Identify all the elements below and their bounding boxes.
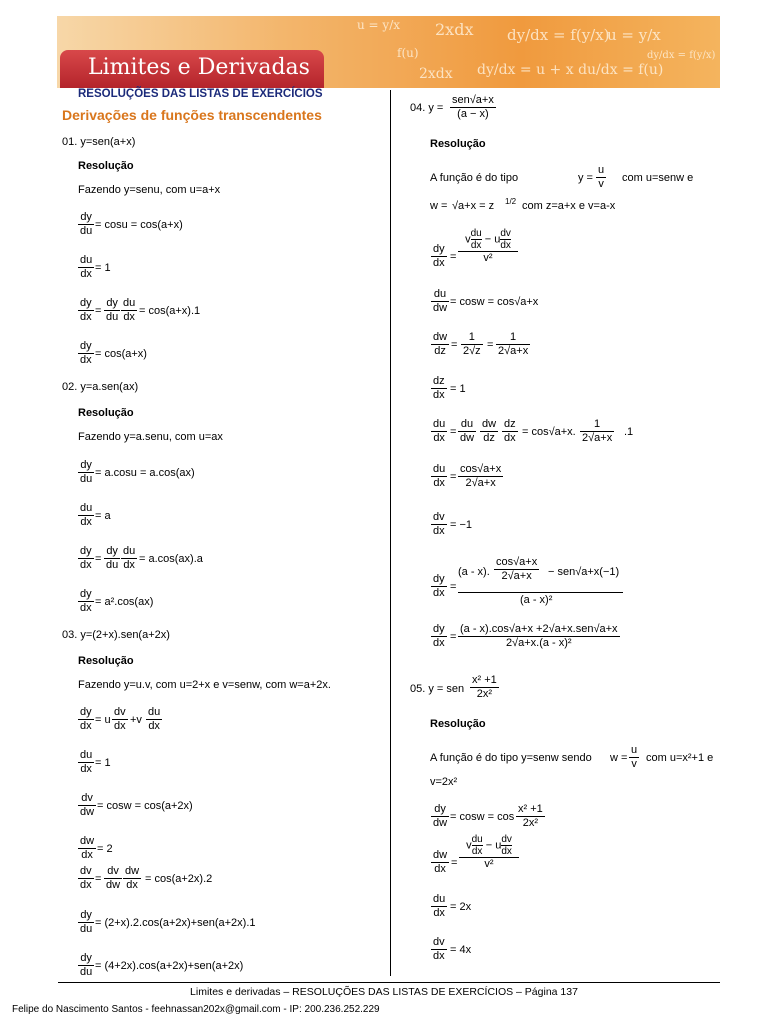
fraction: du dx — [433, 463, 446, 489]
equals-sign: = — [450, 251, 457, 263]
equation: = 4x — [450, 944, 472, 956]
equation: = 2x — [450, 901, 472, 913]
fraction: dw dz — [482, 418, 497, 444]
fraction: dw dx — [80, 835, 95, 861]
fraction: dy du — [80, 909, 93, 935]
fraction: 1 2√z — [463, 331, 481, 357]
fraction: dy du — [80, 459, 93, 485]
equals-sign: = — [450, 631, 457, 643]
fraction: dz dx — [433, 375, 445, 401]
fraction: dy dx — [433, 623, 445, 649]
fraction: u v — [631, 744, 638, 770]
equals-sign: = — [95, 873, 102, 885]
math-text: y = — [578, 172, 593, 184]
resolution-label: Resolução — [430, 718, 486, 730]
problem-text: A função é do tipo — [430, 172, 519, 184]
page-title: Limites e Derivadas — [88, 55, 310, 80]
equation: = — [450, 471, 457, 483]
equation: = cos(a+2x).2 — [145, 873, 213, 885]
fraction: du dx — [123, 297, 136, 323]
fraction: dy dx — [80, 545, 92, 571]
fraction: dv dw — [80, 792, 95, 818]
banner-formula: f(u) — [397, 46, 419, 60]
problem-03-title: 03. y=(2+x).sen(a+2x) — [62, 629, 170, 641]
exponent: 1/2 — [505, 197, 517, 206]
resolution-label: Resolução — [78, 160, 134, 172]
fraction-numerator — [458, 556, 623, 593]
math-text: √a+x = z — [452, 200, 495, 212]
fraction: dz dx — [504, 418, 516, 444]
fraction: x² +1 2x² — [472, 674, 497, 700]
problem-text: com z=a+x e v=a-x — [522, 200, 616, 212]
fraction: u v — [598, 164, 605, 190]
equals-sign: = — [95, 305, 102, 317]
problem-text: com u=x²+1 e — [646, 752, 714, 764]
resolution-label: Resolução — [78, 407, 134, 419]
equation: = 1 — [450, 383, 466, 395]
banner-formula: u = y/x — [607, 26, 661, 44]
fraction: du dx — [148, 706, 161, 732]
resolution-label: Resolução — [78, 655, 134, 667]
equation: = a².cos(ax) — [95, 596, 154, 608]
equation: = cos(a+x).1 — [139, 305, 201, 317]
download-watermark: Felipe do Nascimento Santos - feehnassan202x@gmail.com - IP: 200.236.252.229 — [12, 1004, 380, 1015]
equation: = u — [95, 714, 111, 726]
fraction: du dw — [433, 288, 448, 314]
fraction: dy du — [80, 952, 93, 978]
equation: (a - x). — [458, 566, 490, 578]
page-title-box — [60, 50, 324, 88]
fraction: v $\frac{du}{dx}$ − u $\frac{dv}{dx}$ v² — [459, 834, 519, 871]
equation: = 1 — [95, 757, 111, 769]
equation: +v — [130, 714, 142, 726]
equation: − sen√a+x(−1) — [548, 566, 620, 578]
fraction: 1 2√a+x — [498, 331, 529, 357]
fraction: dy dx — [80, 340, 92, 366]
equation: = cosw = cos√a+x — [450, 296, 539, 308]
fraction: du dx — [80, 254, 93, 280]
banner-formula: 2xdx — [435, 20, 474, 39]
fraction: dw dz — [433, 331, 448, 357]
equation: .1 — [624, 426, 634, 438]
fraction: dy dx — [433, 573, 445, 599]
problem-02-title: 02. y=a.sen(ax) — [62, 381, 139, 393]
fraction: sen√a+x (a − x) — [452, 94, 494, 120]
resolution-label: Resolução — [430, 138, 486, 150]
column-divider — [390, 90, 391, 976]
math-text: w = — [430, 200, 448, 212]
equation: = a — [95, 510, 111, 522]
section-topic: Derivações de funções transcendentes — [62, 107, 322, 123]
fraction: (a - x).cos√a+x +2√a+x.sen√a+x 2√a+x.(a - x)² — [460, 623, 618, 649]
fraction: dy du — [106, 297, 119, 323]
fraction: dy dw — [433, 803, 448, 829]
fraction: dy dx — [433, 243, 445, 269]
fraction: dw dx — [433, 849, 448, 875]
fraction: du dx — [123, 545, 136, 571]
equation: = cos√a+x. — [522, 426, 576, 438]
problem-text: A função é do tipo y=senw sendo — [430, 752, 592, 764]
banner-formula: dy/dx = u + x du/dx = f(u) — [477, 62, 664, 78]
banner-formula: dy/dx = f(y/x) — [507, 26, 610, 44]
fraction: x² +1 2x² — [518, 803, 543, 829]
page-footer: Limites e derivadas – RESOLUÇÕES DAS LISTAS DE EXERCÍCIOS – Página 137 — [190, 986, 578, 998]
problem-text: Fazendo y=senu, com u=a+x — [78, 184, 221, 196]
fraction: dv dx — [80, 865, 92, 891]
banner-formula: u = y/x — [357, 18, 401, 32]
math-text: w = — [610, 752, 628, 764]
equation: = 2 — [97, 843, 113, 855]
problem-04-title: 04. y = — [410, 102, 444, 114]
fraction: dy du — [80, 211, 93, 237]
equation: = a.cosu = a.cos(ax) — [95, 467, 195, 479]
fraction: dy du — [106, 545, 119, 571]
fraction: dv dw — [106, 865, 121, 891]
fraction: du dx — [433, 418, 446, 444]
equals-sign: = — [450, 426, 457, 438]
fraction: v $\frac{du}{dx}$ − u $\frac{dv}{dx}$ v² — [458, 228, 518, 265]
problem-text: Fazendo y=a.senu, com u=ax — [78, 431, 223, 443]
fraction: dy dx — [80, 706, 92, 732]
equation: = — [451, 339, 458, 351]
fraction: dv dx — [433, 936, 445, 962]
fraction: du dx — [80, 749, 93, 775]
banner-formula: 2xdx — [419, 66, 453, 82]
equation: (a - x)² — [520, 594, 553, 606]
problem-text: Fazendo y=u.v, com u=2+x e v=senw, com w=a+2x. — [78, 679, 331, 691]
equation: = 1 — [95, 262, 111, 274]
fraction: dy dx — [80, 297, 92, 323]
section-subtitle: RESOLUÇÕES DAS LISTAS DE EXERCÍCIOS — [78, 88, 323, 100]
equation: = — [451, 857, 458, 869]
equation: = −1 — [450, 519, 473, 531]
problem-text: v=2x² — [430, 776, 458, 788]
equation: = a.cos(ax).a — [139, 553, 203, 565]
fraction: cos√a+x 2√a+x — [460, 463, 502, 489]
banner-formula: dy/dx = f(y/x) — [647, 50, 716, 61]
equation: = cos(a+x) — [95, 348, 147, 360]
fraction: dy dx — [80, 588, 92, 614]
equation: = cosu = cos(a+x) — [95, 219, 183, 231]
problem-text: com u=senw e — [622, 172, 694, 184]
fraction: 1 2√a+x — [582, 418, 613, 444]
problem-01-title: 01. y=sen(a+x) — [62, 136, 136, 148]
equals-sign: = — [487, 339, 494, 351]
fraction: du dx — [80, 502, 93, 528]
equals-sign: = — [450, 581, 457, 593]
fraction: dv dx — [433, 511, 445, 537]
fraction: du dx — [433, 893, 446, 919]
fraction: cos√a+x 2√a+x — [496, 556, 538, 582]
fraction: dw dx — [125, 865, 140, 891]
problem-05-title: 05. y = sen — [410, 683, 465, 695]
equals-sign: = — [95, 553, 102, 565]
equation: = cosw = cos — [450, 811, 515, 823]
equation: = (2+x).2.cos(a+2x)+sen(a+2x).1 — [95, 917, 256, 929]
banner-formula-decoration — [357, 16, 720, 88]
footer-divider — [58, 982, 720, 983]
equation: = (4+2x).cos(a+2x)+sen(a+2x) — [95, 960, 244, 972]
equation: = cosw = cos(a+2x) — [97, 800, 193, 812]
fraction: du dw — [460, 418, 475, 444]
fraction: dv dx — [114, 706, 126, 732]
